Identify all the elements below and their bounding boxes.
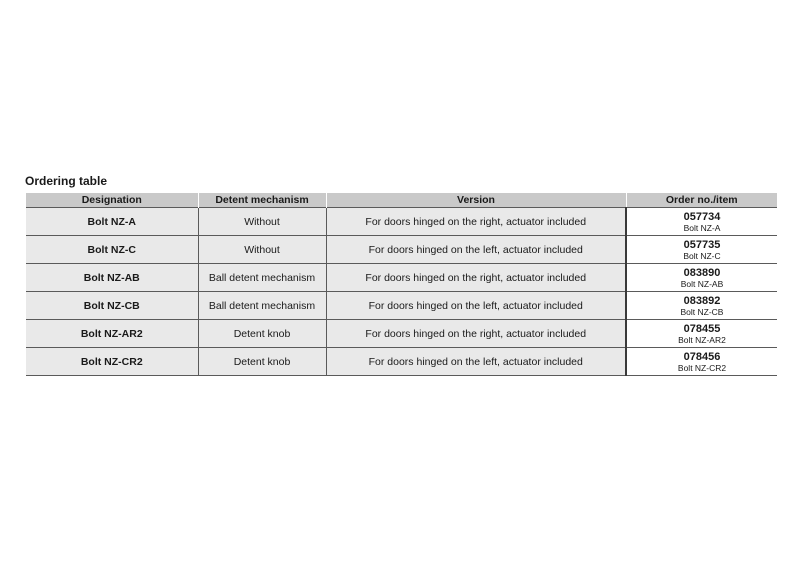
version-cell: For doors hinged on the right, actuator included [326, 264, 626, 292]
column-header-detent-mechanism: Detent mechanism [198, 193, 326, 208]
order-number: 057734 [683, 210, 721, 223]
detent-cell: Without [198, 208, 326, 236]
order-cell [626, 348, 777, 376]
detent-cell: Detent knob [198, 320, 326, 348]
order-cell [626, 208, 777, 236]
detent-cell: Ball detent mechanism [198, 264, 326, 292]
table-row [26, 348, 777, 376]
order-number: 078456 [683, 350, 721, 363]
version-cell: For doors hinged on the right, actuator included [326, 208, 626, 236]
version-cell: For doors hinged on the left, actuator included [326, 236, 626, 264]
order-item: Bolt NZ-CR2 [677, 362, 727, 373]
designation-cell: Bolt NZ-A [26, 208, 198, 236]
designation-cell: Bolt NZ-C [26, 236, 198, 264]
order-item: Bolt NZ-AB [680, 278, 724, 289]
designation-cell: Bolt NZ-CR2 [26, 348, 198, 376]
order-cell [626, 236, 777, 264]
section-title: Ordering table [25, 174, 108, 188]
order-cell [626, 264, 777, 292]
detent-cell: Ball detent mechanism [198, 292, 326, 320]
designation-cell: Bolt NZ-AR2 [26, 320, 198, 348]
version-cell: For doors hinged on the right, actuator included [326, 320, 626, 348]
order-item: Bolt NZ-AR2 [678, 334, 726, 345]
detent-cell: Without [198, 236, 326, 264]
order-cell [626, 320, 777, 348]
order-number: 083890 [683, 266, 721, 279]
column-header-designation: Designation [26, 193, 198, 208]
designation-cell: Bolt NZ-CB [26, 292, 198, 320]
ordering-table [26, 193, 777, 376]
order-cell [626, 292, 777, 320]
order-number: 083892 [683, 294, 721, 307]
designation-cell: Bolt NZ-AB [26, 264, 198, 292]
column-header-version: Version [326, 193, 626, 208]
order-item: Bolt NZ-CB [680, 306, 724, 317]
table-row [26, 264, 777, 292]
table-row [26, 292, 777, 320]
order-item: Bolt NZ-C [683, 250, 721, 261]
order-item: Bolt NZ-A [683, 222, 721, 233]
order-number: 078455 [683, 322, 721, 335]
order-number: 057735 [683, 238, 721, 251]
header-row [26, 193, 777, 208]
table-row [26, 236, 777, 264]
version-cell: For doors hinged on the left, actuator included [326, 292, 626, 320]
detent-cell: Detent knob [198, 348, 326, 376]
table-row [26, 320, 777, 348]
version-cell: For doors hinged on the left, actuator included [326, 348, 626, 376]
column-header-order-no: Order no./item [626, 193, 777, 208]
table-row [26, 208, 777, 236]
